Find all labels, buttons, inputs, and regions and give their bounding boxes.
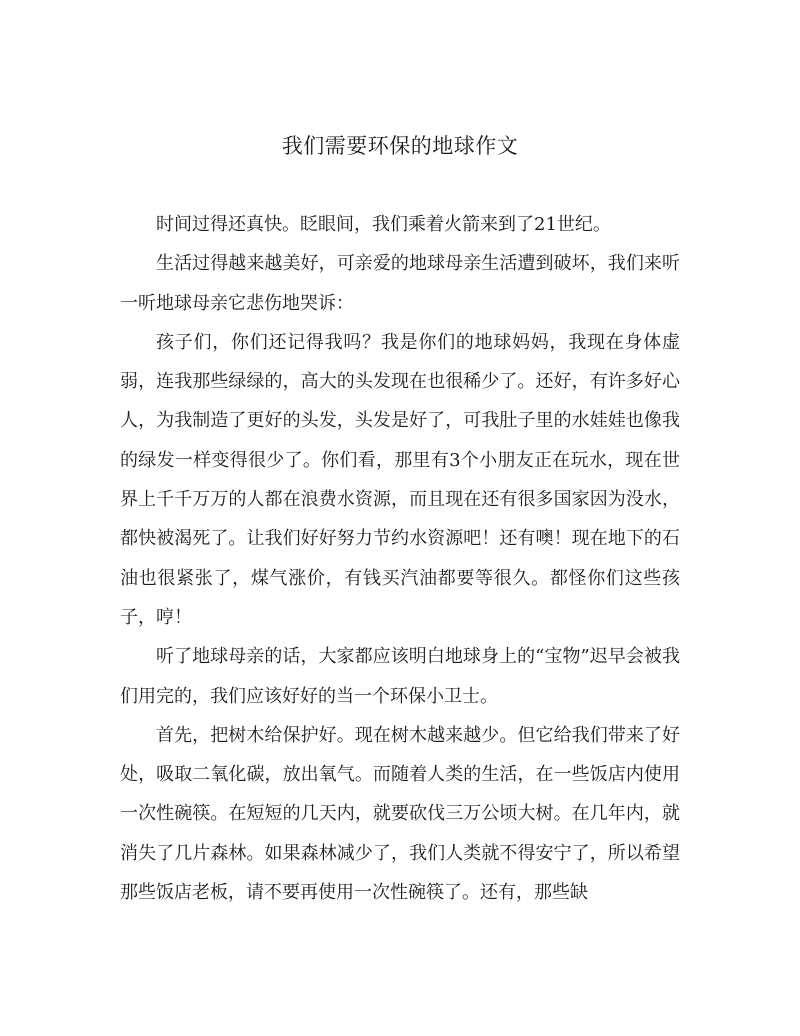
paragraph-3: 孩子们，你们还记得我吗？我是你们的地球妈妈，我现在身体虚弱，连我那些绿绿的，高大的头发现在也很稀少了。还好，有许多好心人，为我制造了更好的头发，头发是好了，可我肚子里的水娃娃也像我的绿发一样变得很少了。你们看，那里有3个小朋友正在玩水，现在世界上千千万万的人都在浪费水资源，而且现在还有很多国家因为没水，都快被渴死了。让我们好好努力节约水资源吧！还有噢！现在地下的石油也很紧张了，煤气涨价，有钱买汽油都要等很久。都怪你们这些孩子，哼！ bbox=[120, 331, 680, 628]
paragraph-4: 听了地球母亲的话，大家都应该明白地球身上的“宝物”迟早会被我们用完的，我们应该好好的当一个环保小卫士。 bbox=[120, 646, 680, 707]
paragraph-1: 时间过得还真快。眨眼间，我们乘着火箭来到了21世纪。 bbox=[156, 214, 611, 235]
document-body bbox=[120, 205, 680, 912]
paragraph-2: 生活过得越来越美好，可亲爱的地球母亲生活遭到破坏，我们来听一听地球母亲它悲伤地哭诉： bbox=[120, 253, 680, 314]
document-title: 我们需要环保的地球作文 bbox=[281, 134, 519, 158]
paragraph-5: 首先，把树木给保护好。现在树木越来越少。但它给我们带来了好处，吸取二氧化碳，放出氧气。而随着人类的生活，在一些饭店内使用一次性碗筷。在短短的几天内，就要砍伐三万公顷大树。在几年内，就消失了几片森林。如果森林减少了，我们人类就不得安宁了，所以希望那些饭店老板，请不要再使用一次性碗筷了。还有，那些缺 bbox=[120, 724, 680, 904]
